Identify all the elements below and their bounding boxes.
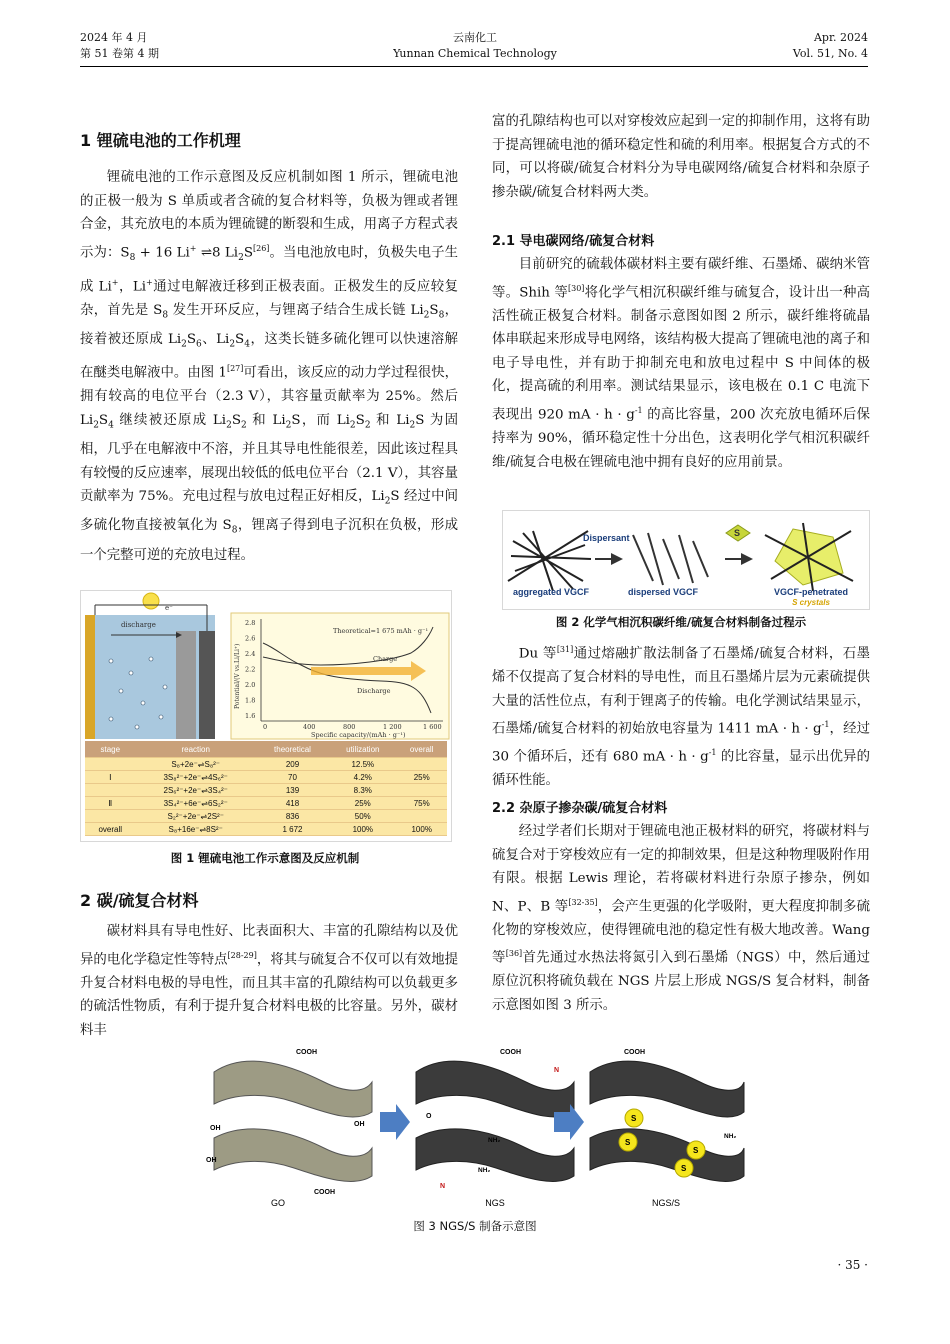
aggregated-fibers	[508, 531, 591, 591]
section21-paragraph1	[492, 253, 870, 474]
go-sheet	[214, 1061, 372, 1117]
reaction-table-row	[85, 771, 447, 784]
citation: [31]	[556, 645, 574, 654]
figure2	[502, 510, 870, 610]
s1-text: S	[355, 412, 365, 428]
s1-sub: 2	[226, 420, 232, 431]
s1-sub: 2	[423, 310, 430, 321]
s1-sub: 2	[181, 339, 187, 350]
reaction-table-cell	[396, 758, 447, 771]
s1-sub: 6	[196, 339, 202, 350]
theoretical-label: Theoretical=1 675 mAh · g⁻¹	[333, 627, 429, 635]
section22-title: 2.2 杂原子掺杂碳/硫复合材料	[492, 800, 668, 816]
s1-sub: 8	[129, 252, 136, 263]
reaction-table-cell: 70	[256, 771, 329, 784]
section21-paragraph2	[492, 638, 870, 793]
oh-label: OH	[354, 1121, 365, 1128]
s1-sub: 8	[162, 310, 169, 321]
header-date-en: Apr. 2024	[813, 31, 868, 44]
section2	[80, 888, 458, 1038]
plot-ytick: 1.8	[245, 696, 256, 705]
sulfur-label: S	[734, 528, 741, 538]
reaction-table-row	[85, 823, 447, 836]
s1-sub: 2	[229, 339, 236, 350]
dispersant-label: Dispersant	[583, 533, 630, 543]
s1-sub: 2	[409, 420, 416, 431]
reaction-table-cell: 836	[256, 810, 329, 823]
reaction-table-row	[85, 784, 447, 797]
reaction-table-cell: 209	[256, 758, 329, 771]
s1-sub: 8	[438, 310, 445, 321]
ngss-sheet	[590, 1061, 744, 1117]
section2-paragraph-part1	[80, 920, 458, 1038]
reaction-table-cell	[396, 810, 447, 823]
s22-text: 首先通过水热法将氮引入到石墨烯（NGS）中，然后通过原位沉积将硫负载在 NGS 片层上形成 NGS/S 复合材料，制备示意图如图 3 所示。	[492, 950, 871, 1014]
nh2-label: NH₂	[488, 1137, 501, 1144]
plot-ytick: 2.6	[245, 634, 256, 643]
plot-ytick: 1.6	[245, 712, 256, 720]
s1-text: S	[243, 245, 253, 261]
reaction-table-header-cell: theoretical	[256, 741, 329, 758]
s1-sub: 2	[364, 420, 371, 431]
reaction-table-cell: Ⅱ	[85, 797, 136, 810]
plot-xtick: 800	[343, 723, 356, 731]
electron-label: e⁻	[165, 604, 173, 612]
reaction-table-cell: 75%	[396, 797, 447, 810]
reaction-table-header-cell: stage	[85, 741, 136, 758]
section22-paragraph	[492, 820, 870, 1018]
reaction-table-cell: 25%	[396, 771, 447, 784]
s21-text: ，经过 30 个循环后，还有 680 mA · h · g	[492, 721, 870, 765]
plot-ylabel: Potential/(V vs.Li/Li⁺)	[234, 643, 241, 709]
dispersed-fibers	[633, 533, 708, 585]
section21-title: 2.1 导电碳网络/硫复合材料	[492, 234, 655, 249]
s1-text: 发生开环反应，与锂离子结合生成长链 Li	[168, 302, 424, 318]
reaction-table-cell: S₂²⁻+2e⁻⇌2S²⁻	[136, 810, 256, 823]
figure3	[204, 1042, 748, 1210]
o-label: O	[426, 1113, 432, 1120]
reaction-table-cell	[85, 810, 136, 823]
reaction-table-row	[85, 810, 447, 823]
reaction-table-header-cell: reaction	[136, 741, 256, 758]
s22-text: ，会产生更强的化学吸附，更大程度抑制多硫化物的穿梭效应，使得锂硫电池的稳定性有极大地改善。Wang 等	[492, 899, 871, 966]
s1-text: 和 Li	[370, 412, 410, 428]
reaction-table-cell: S₈+16e⁻⇌8S²⁻	[136, 823, 256, 836]
plot-xlabel: Specific capacity/(mAh · g⁻¹)	[311, 731, 406, 739]
s1-text: ，锂离子得到电子沉积在负极，形成一个完整可逆的充放电过程。	[80, 518, 458, 563]
s1-sub: 2	[238, 252, 244, 263]
reaction-table-cell: 100%	[396, 823, 447, 836]
charge-label: Charge	[373, 655, 398, 663]
reaction-table-cell	[85, 758, 136, 771]
reaction-table-cell: 4.2%	[329, 771, 396, 784]
reaction-table-row	[85, 758, 447, 771]
section2-title: 2 碳/硫复合材料	[80, 891, 199, 910]
reaction-table-cell: 2S₆²⁻+2e⁻⇌3S₄²⁻	[136, 784, 256, 797]
reaction-table-cell: 25%	[329, 797, 396, 810]
header-volume: 第 51 卷第 4 期	[80, 47, 159, 60]
penetrated-crystals	[765, 523, 853, 591]
unit-sup: -1	[821, 720, 830, 730]
header-left	[80, 30, 159, 62]
ngs-label: NGS	[485, 1198, 505, 1208]
s22-text: 经过学者们长期对于锂硫电池正极材料的研究，将碳材料与硫复合对于穿梭效应有一定的抑制效果，但是这种物理吸附作用有限。根据 Lewis 理论，若将碳材料进行杂原子掺杂，例如 N、P、B 等	[492, 823, 870, 915]
s1-sub: 4	[108, 420, 114, 431]
reaction-table-header-cell: overall	[396, 741, 447, 758]
s1-text: S 为固相，几乎在电解液中不溶，并且其导电性能很差，因此该过程具有较慢的反应速率，展现出较低的低电位平台（2.1 V），其容量贡献率为 75%。充电过程与放电过程正好相反，Li	[80, 412, 458, 505]
penetrated-label: VGCF-penetrated	[773, 587, 849, 597]
reaction-table-cell	[85, 784, 136, 797]
journal-name-en: Yunnan Chemical Technology	[393, 47, 557, 60]
reaction-table-cell: 100%	[329, 823, 396, 836]
lightbulb-icon	[143, 593, 159, 609]
header-date: 2024 年 4 月	[80, 31, 148, 44]
journal-name-cn: 云南化工	[453, 31, 497, 44]
figure2-diagram	[503, 511, 869, 609]
reaction-table-cell: 1 672	[256, 823, 329, 836]
s1-sub: 2	[384, 496, 391, 507]
s1-sub: 2	[349, 420, 356, 431]
unit-sup: -1	[634, 406, 643, 416]
citation: [26]	[253, 243, 270, 253]
reaction-table-cell: 3S₈²⁻+2e⁻⇌4S₆²⁻	[136, 771, 256, 784]
s1-text: 、Li	[201, 331, 230, 347]
header-center	[300, 30, 650, 62]
s1-text: ，Li	[118, 278, 147, 294]
s1-text: 可看出，该反应的动力学过程很快，拥有较高的电位平台（2.3 V），其容量贡献率为 25%。然后 Li	[80, 365, 459, 428]
section1-paragraph	[80, 166, 458, 567]
s1-text: S	[231, 412, 242, 428]
ngss-label: NGS/S	[651, 1198, 681, 1208]
section2-paragraph-part2	[492, 110, 870, 228]
reaction-table	[85, 741, 447, 836]
go-label: GO	[270, 1198, 286, 1208]
s1-text: 锂硫电池的工作示意图及反应机制如图 1 所示，锂硫电池的正极一般为 S 单质或者含硫的复合材料等，负极为锂或者锂合金，其充放电的本质为锂硫键的断裂和生成，用离子方程式表示为：S	[80, 170, 458, 261]
reaction-table-cell: 50%	[329, 810, 396, 823]
s-label: S	[625, 1138, 631, 1147]
s1-text: ，这类长链多硫化锂可以快速溶解在醚类电解液中。由图 1	[80, 331, 458, 381]
anode-lithium	[85, 615, 95, 739]
header-right	[793, 30, 868, 62]
citation: [28-29]	[227, 950, 257, 960]
cooh-label: COOH	[624, 1049, 645, 1056]
s21-text: 通过熔融扩散法制备了石墨烯/硫复合材料，石墨烯不仅提高了复合材料的导电性，而且石墨烯片层为元素硫提供大量的活性位点，有利于锂离子的传输。电化学测试结果显示，石墨烯/硫复合材料的初始放电容量为 1411 mA · h · g	[492, 646, 870, 737]
s-label: S	[631, 1114, 637, 1123]
reaction-table-cell: 12.5%	[329, 758, 396, 771]
s1-text: S 经过中间多硫化物直接被氧化为 S	[80, 489, 458, 534]
s2-text: 富的孔隙结构也可以对穿梭效应起到一定的抑制作用，这将有助于提高锂硫电池的循环稳定性和硫的利用率。根据复合方式的不同，可以将碳/硫复合材料分为导电碳网络/硫复合材料和杂原子掺杂碳/硫复合材料两大类。	[492, 114, 870, 200]
process-arrow	[380, 1104, 410, 1140]
s1-text: S	[186, 331, 197, 347]
reaction-table-row	[85, 797, 447, 810]
reaction-table-cell: S₈+2e⁻⇌S₈²⁻	[136, 758, 256, 771]
ngs-sheet	[416, 1061, 574, 1117]
plot-xtick: 1 600	[423, 723, 442, 731]
s1-text: ⇌8 Li	[196, 245, 239, 261]
right-column	[492, 110, 870, 474]
s1-sub: 2	[93, 420, 99, 431]
aggregated-label: aggregated VGCF	[513, 587, 590, 597]
s21-text: 目前研究的硫载体碳材料主要有碳纤维、石墨烯、碳纳米管等。Shih 等	[492, 257, 870, 301]
s1-text: 通过电解液迁移到正极表面。正极发生的反应较复杂，首先是 S	[80, 278, 458, 318]
plot-ytick: 2.0	[245, 681, 256, 689]
s2-text: ，将其与硫复合不仅可以有效地提升复合材料电极的导电性，而且其丰富的孔隙结构可以负载更多的硫活性物质，有利于提升复合材料电极的比容量。另外，碳材料丰	[80, 952, 458, 1038]
oh-label: OH	[206, 1157, 217, 1164]
figure1-caption: 图 1 锂硫电池工作示意图及反应机制	[170, 851, 360, 865]
s1-sup: +	[111, 277, 119, 287]
reaction-table-header	[85, 741, 447, 758]
s1-text: 。当电池放电时，负极失电子生成 Li	[80, 245, 458, 294]
reaction-table-cell: 139	[256, 784, 329, 797]
citation: [36]	[505, 949, 523, 959]
s1-sub: 2	[285, 420, 292, 431]
s1-text: + 16 Li	[135, 245, 190, 261]
s-label: S	[681, 1164, 687, 1173]
discharge-label: discharge	[121, 621, 156, 629]
right-column-lower	[492, 638, 870, 1018]
cooh-label: COOH	[296, 1049, 317, 1056]
figure3-diagram	[204, 1042, 748, 1210]
reaction-table-cell	[396, 784, 447, 797]
ngss-sheet	[590, 1129, 744, 1182]
s21-text: Du 等	[518, 646, 557, 662]
s2-text: 碳材料具有导电性好、比表面积大、丰富的孔隙结构以及优异的电化学稳定性等特点	[80, 924, 458, 968]
unit-sup: -1	[708, 748, 717, 758]
left-column	[80, 80, 458, 567]
section1-title: 1 锂硫电池的工作机理	[80, 131, 241, 150]
s1-text: S，而 Li	[291, 412, 350, 428]
s1-text: ，接着被还原成 Li	[80, 302, 459, 347]
separator	[176, 631, 196, 739]
reaction-table-cell: 8.3%	[329, 784, 396, 797]
header-volume-en: Vol. 51, No. 4	[792, 47, 868, 60]
s1-sup: +	[146, 277, 153, 287]
discharge-curve-label: Discharge	[357, 687, 391, 695]
plot-xtick: 1 200	[383, 723, 402, 731]
cooh-label: COOH	[500, 1049, 521, 1056]
s1-text: S	[429, 302, 439, 318]
nh2-label: NH₂	[478, 1167, 491, 1174]
s21-text: 的高比容量，200 次充放电循环后保持率为 90%，循环稳定性十分出色，这表明化学气相沉积碳纤维/硫复合电极在锂硫电池中拥有良好的应用前景。	[492, 407, 870, 470]
page-number: · 35 ·	[837, 1258, 868, 1272]
plot-xtick: 0	[263, 723, 268, 731]
s1-sub: 2	[241, 420, 247, 431]
citation: [30]	[567, 283, 585, 293]
citation: [27]	[226, 364, 244, 374]
reaction-table-wrap	[81, 741, 451, 836]
plot-xtick: 400	[303, 723, 316, 731]
n-label: N	[440, 1183, 446, 1190]
reaction-table-cell: 3S₄²⁻+6e⁻⇌6S₂²⁻	[136, 797, 256, 810]
plot-ytick: 2.2	[245, 665, 256, 674]
plot-ytick: 2.8	[245, 619, 256, 627]
crystals-label: S crystals	[792, 598, 830, 607]
oh-label: OH	[210, 1125, 221, 1132]
plot-ytick: 2.4	[245, 650, 256, 658]
reaction-table-cell: overall	[85, 823, 136, 836]
s1-text: 继续被还原成 Li	[113, 412, 227, 428]
go-sheet	[214, 1129, 372, 1182]
n-label: N	[554, 1067, 560, 1074]
s1-sup: +	[189, 243, 197, 253]
s-label: S	[693, 1146, 699, 1155]
figure1-diagram	[81, 591, 451, 741]
s1-text: S	[98, 412, 109, 428]
cooh-label: COOH	[314, 1189, 335, 1196]
reaction-table-header-cell: utilization	[329, 741, 396, 758]
s1-sub: 4	[244, 339, 250, 350]
reaction-table-cell: Ⅰ	[85, 771, 136, 784]
nh2-label: NH₂	[724, 1133, 737, 1140]
figure1	[80, 590, 452, 842]
figure2-caption: 图 2 化学气相沉积碳纤维/硫复合材料制备过程示	[555, 615, 807, 629]
s21-text: 将化学气相沉积碳纤维与硫复合，设计出一种高活性硫正极复合材料。制备示意图如图 2 所示，碳纤维将硫晶体串联起来形成导电网络，该结构极大提高了锂硫电池的离子和电子导电性，并有助于抑制充电和放电过程中 S 中间体的极化，提高硫的利用率。测试结果显示，该电极在 0.1 C 电流下表现出 920 mA · h · g	[492, 285, 871, 423]
citation: [32-35]	[568, 897, 598, 907]
reaction-table-cell: 418	[256, 797, 329, 810]
s1-text: 和 Li	[246, 412, 286, 428]
cathode-sulfur	[199, 631, 215, 739]
s1-sub: 8	[231, 526, 238, 537]
s21-text: 的比容量，显示出优异的循环性能。	[492, 749, 870, 789]
header-rule	[80, 66, 868, 67]
dispersed-label: dispersed VGCF	[627, 587, 699, 597]
figure3-caption: 图 3 NGS/S 制备示意图	[413, 1219, 537, 1233]
s1-text: S	[235, 331, 245, 347]
